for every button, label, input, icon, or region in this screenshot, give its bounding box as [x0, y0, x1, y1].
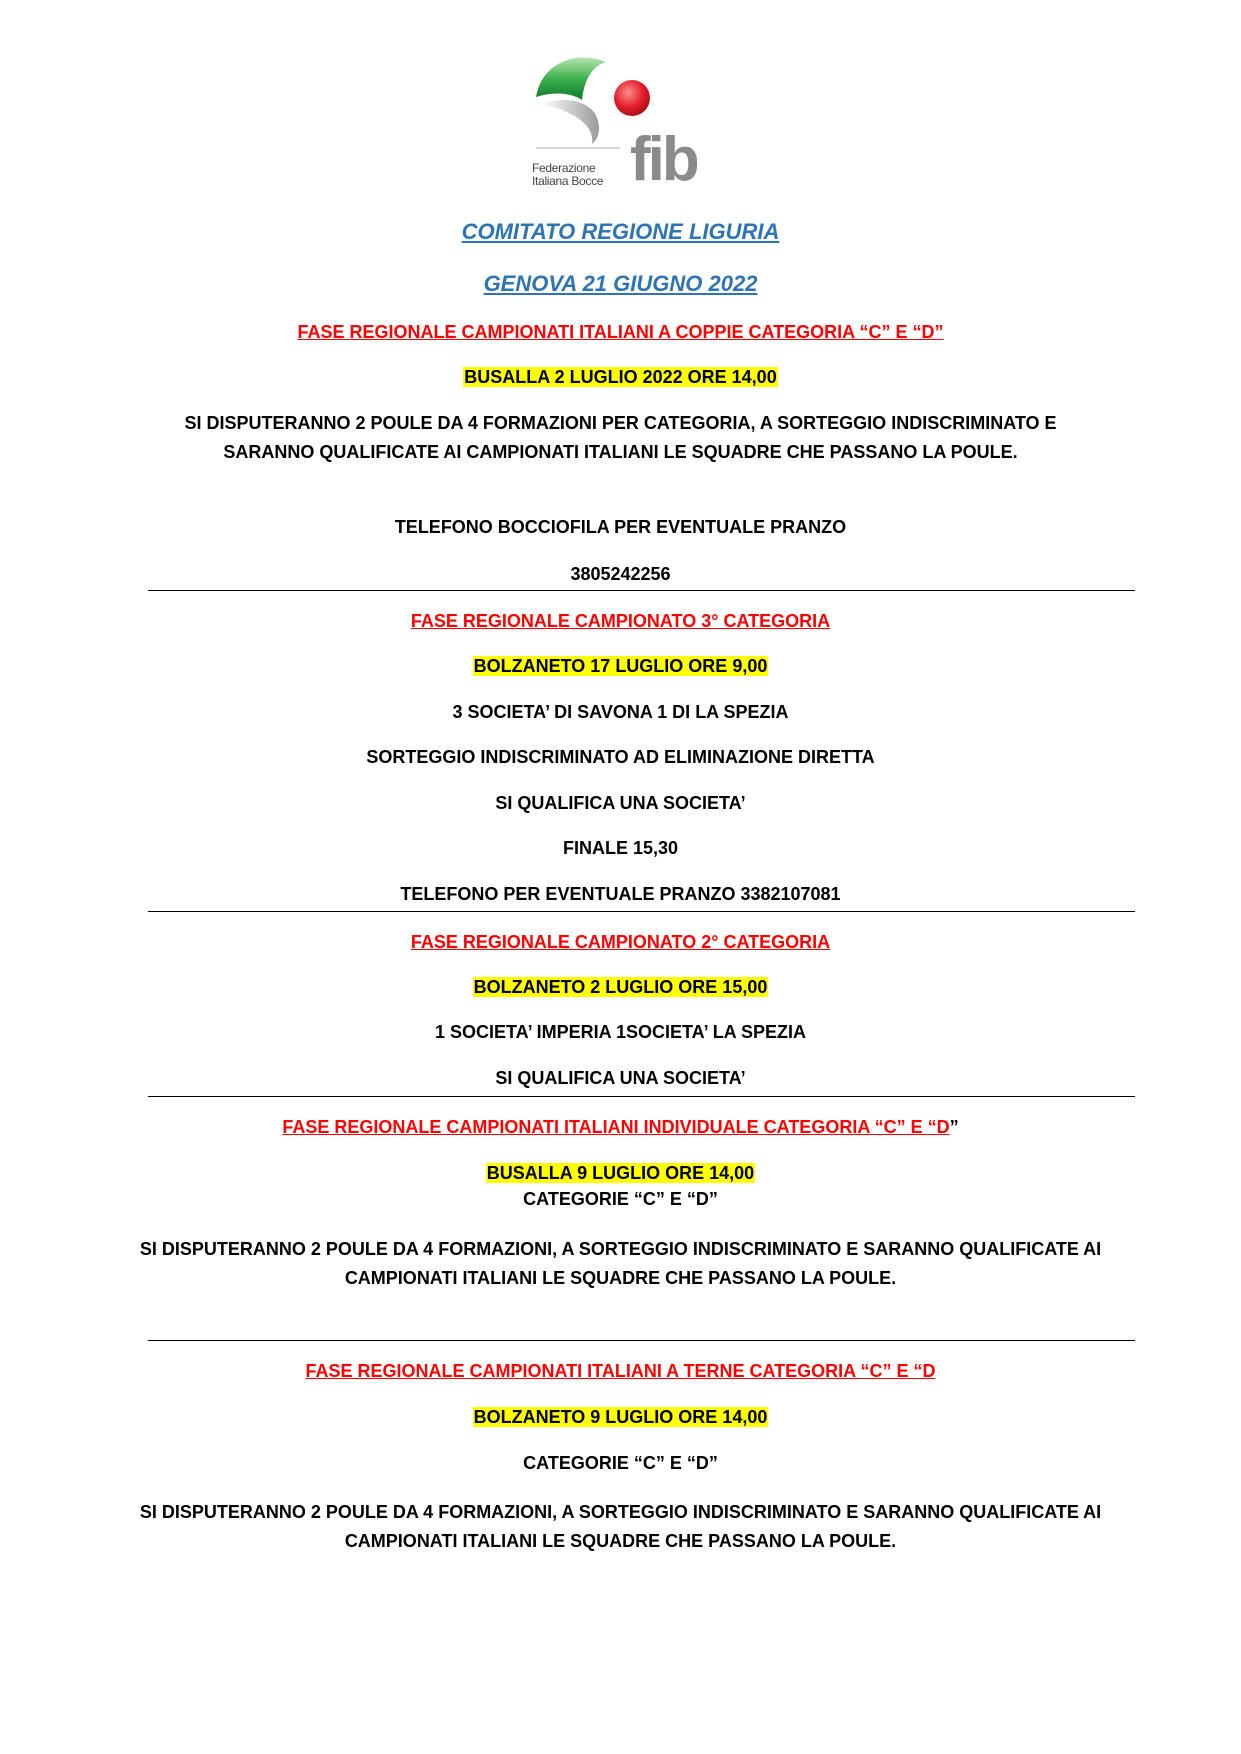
section-3-title-row [0, 932, 1241, 953]
section-4-highlight-row [0, 1163, 1241, 1184]
section-1-phone-number: 3805242256 [570, 564, 671, 584]
section-2-line-1-row [0, 702, 1241, 723]
committee-title: COMITATO REGIONE LIGURIA [461, 219, 780, 244]
fib-logo [522, 52, 722, 196]
section-4-sub-row [0, 1189, 1241, 1210]
logo-line1: Federazione [532, 161, 596, 175]
section-1-title-row [0, 322, 1241, 343]
section-2-line-5: TELEFONO PER EVENTUALE PRANZO 3382107081 [400, 884, 841, 904]
section-4-paragraph: SI DISPUTERANNO 2 POULE DA 4 FORMAZIONI, A SORTEGGIO INDISCRIMINATO E SARANNO QUALIFICATE AI CAMPIONATI ITALIANI LE SQUADRE CHE PASSANO LA POULE. [139, 1239, 1102, 1288]
section-4-highlight: BUSALLA 9 LUGLIO ORE 14,00 [486, 1163, 755, 1183]
section-1-phone-label: TELEFONO BOCCIOFILA PER EVENTUALE PRANZO [394, 517, 847, 537]
section-3-highlight: BOLZANETO 2 LUGLIO ORE 15,00 [473, 977, 768, 997]
section-2-line-4-row [0, 838, 1241, 859]
section-3-title: FASE REGIONALE CAMPIONATO 2° CATEGORIA [410, 932, 831, 952]
fib-brand-text: fib [630, 125, 697, 194]
gray-swoosh-shape [542, 100, 599, 144]
section-1-paragraph: SI DISPUTERANNO 2 POULE DA 4 FORMAZIONI PER CATEGORIA, A SORTEGGIO INDISCRIMINATO E SARANNO QUALIFICATE AI CAMPIONATI ITALIANI LE SQUADRE CHE PASSANO LA POULE. [184, 413, 1057, 462]
header-title-row [0, 219, 1241, 245]
section-1-phone-label-row [0, 517, 1241, 538]
section-2-line-3-row [0, 793, 1241, 814]
section-5-highlight: BOLZANETO 9 LUGLIO ORE 14,00 [473, 1407, 768, 1427]
section-2-highlight-row [0, 656, 1241, 677]
section-5-paragraph: SI DISPUTERANNO 2 POULE DA 4 FORMAZIONI, A SORTEGGIO INDISCRIMINATO E SARANNO QUALIFICATE AI CAMPIONATI ITALIANI LE SQUADRE CHE PASSANO LA POULE. [139, 1502, 1102, 1551]
section-5-title: FASE REGIONALE CAMPIONATI ITALIANI A TERNE CATEGORIA “C” E “D [305, 1361, 936, 1381]
header-date-row [0, 271, 1241, 297]
section-1-highlight-row [0, 367, 1241, 388]
section-4-title: FASE REGIONALE CAMPIONATI ITALIANI INDIVIDUALE CATEGORIA “C” E “D [282, 1117, 950, 1137]
section-5-title-row [0, 1361, 1241, 1382]
divider-2 [148, 911, 1135, 912]
section-1-title: FASE REGIONALE CAMPIONATI ITALIANI A COPPIE CATEGORIA “C” E “D” [297, 322, 944, 342]
section-2-line-1: 3 SOCIETA’ DI SAVONA 1 DI LA SPEZIA [452, 702, 789, 722]
section-3-line-2-row [0, 1068, 1241, 1089]
section-2-line-5-row [0, 884, 1241, 905]
section-5-sub: CATEGORIE “C” E “D” [523, 1453, 718, 1473]
section-1-highlight: BUSALLA 2 LUGLIO 2022 ORE 14,00 [464, 367, 777, 387]
section-2-line-2-row [0, 747, 1241, 768]
green-swoosh-shape [536, 57, 606, 100]
section-4-title-row [0, 1117, 1241, 1138]
section-4-title-tail: ” [949, 1117, 959, 1137]
section-3-highlight-row [0, 977, 1241, 998]
section-2-line-2: SORTEGGIO INDISCRIMINATO AD ELIMINAZIONE DIRETTA [366, 747, 875, 767]
section-2-title-row [0, 611, 1241, 632]
section-1-phone-number-row [0, 564, 1241, 585]
section-5-highlight-row [0, 1407, 1241, 1428]
section-3-line-2: SI QUALIFICA UNA SOCIETA’ [495, 1068, 746, 1088]
section-2-title: FASE REGIONALE CAMPIONATO 3° CATEGORIA [410, 611, 831, 631]
section-2-line-3: SI QUALIFICA UNA SOCIETA’ [495, 793, 746, 813]
logo-line2: Italiana Bocce [532, 174, 604, 188]
section-3-line-1: 1 SOCIETA’ IMPERIA 1SOCIETA’ LA SPEZIA [434, 1022, 807, 1042]
section-4-sub: CATEGORIE “C” E “D” [523, 1189, 718, 1209]
divider-1 [148, 590, 1135, 591]
header-date: GENOVA 21 GIUGNO 2022 [483, 271, 758, 296]
section-3-line-1-row [0, 1022, 1241, 1043]
section-5-sub-row [0, 1453, 1241, 1474]
divider-3 [148, 1096, 1135, 1097]
divider-4 [148, 1340, 1135, 1341]
section-2-highlight: BOLZANETO 17 LUGLIO ORE 9,00 [473, 656, 768, 676]
section-2-line-4: FINALE 15,30 [562, 838, 679, 858]
red-ball-shape [614, 80, 650, 116]
